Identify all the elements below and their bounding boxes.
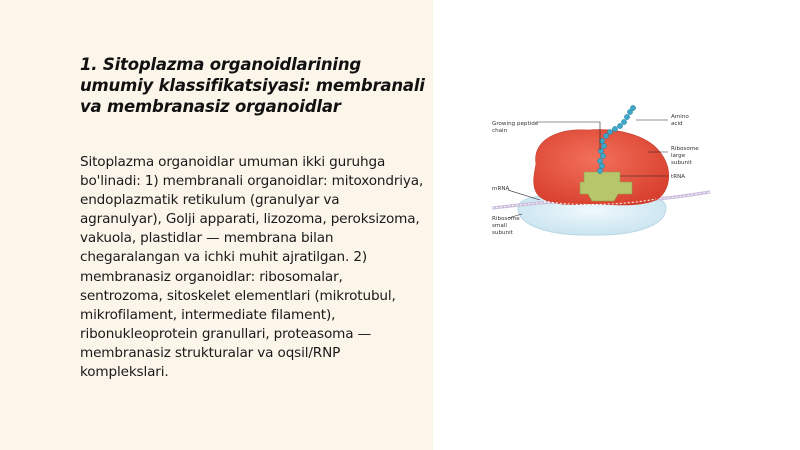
- label-trna: tRNA: [671, 174, 686, 180]
- label-growing-chain-1: Growing peptide: [492, 121, 539, 127]
- ribosome-diagram: [488, 100, 713, 245]
- label-amino-1: Amino: [671, 114, 689, 120]
- label-large-2: large: [671, 153, 686, 159]
- label-small-3: subunit: [492, 230, 513, 236]
- slide-title: 1. Sitoplazma organoidlarining umumiy klassifikatsiyasi: membranali va membranasiz organoidlar: [80, 55, 425, 116]
- label-mrna: mRNA: [492, 186, 510, 192]
- label-amino-2: acid: [671, 121, 683, 127]
- slide-body: Sitoplazma organoidlar umuman ikki guruhga bo'linadi: 1) membranali organoidlar: mitoxondriya, endoplazmatik retikulum (granulyar va agranulyar), Golji apparati, lizozoma, peroksizoma, vakuola, plastidlar — membrana bilan chegaralangan va ichki muhit ajratilgan. 2) membranasiz organoidlar: ribosomalar, sentrozoma, sitoskelet elementlari (mikrotubul, mikrofilament, intermediate filament), ribonukleoprotein granullari, proteasoma — membranasiz strukturalar va oqsil/RNP komplekslari.: [80, 154, 424, 381]
- label-growing-chain-2: chain: [492, 128, 508, 134]
- label-large-1: Ribosome: [671, 146, 699, 152]
- label-small-2: small: [492, 223, 507, 229]
- label-large-3: subunit: [671, 160, 692, 166]
- label-small-1: Ribosome: [492, 216, 520, 222]
